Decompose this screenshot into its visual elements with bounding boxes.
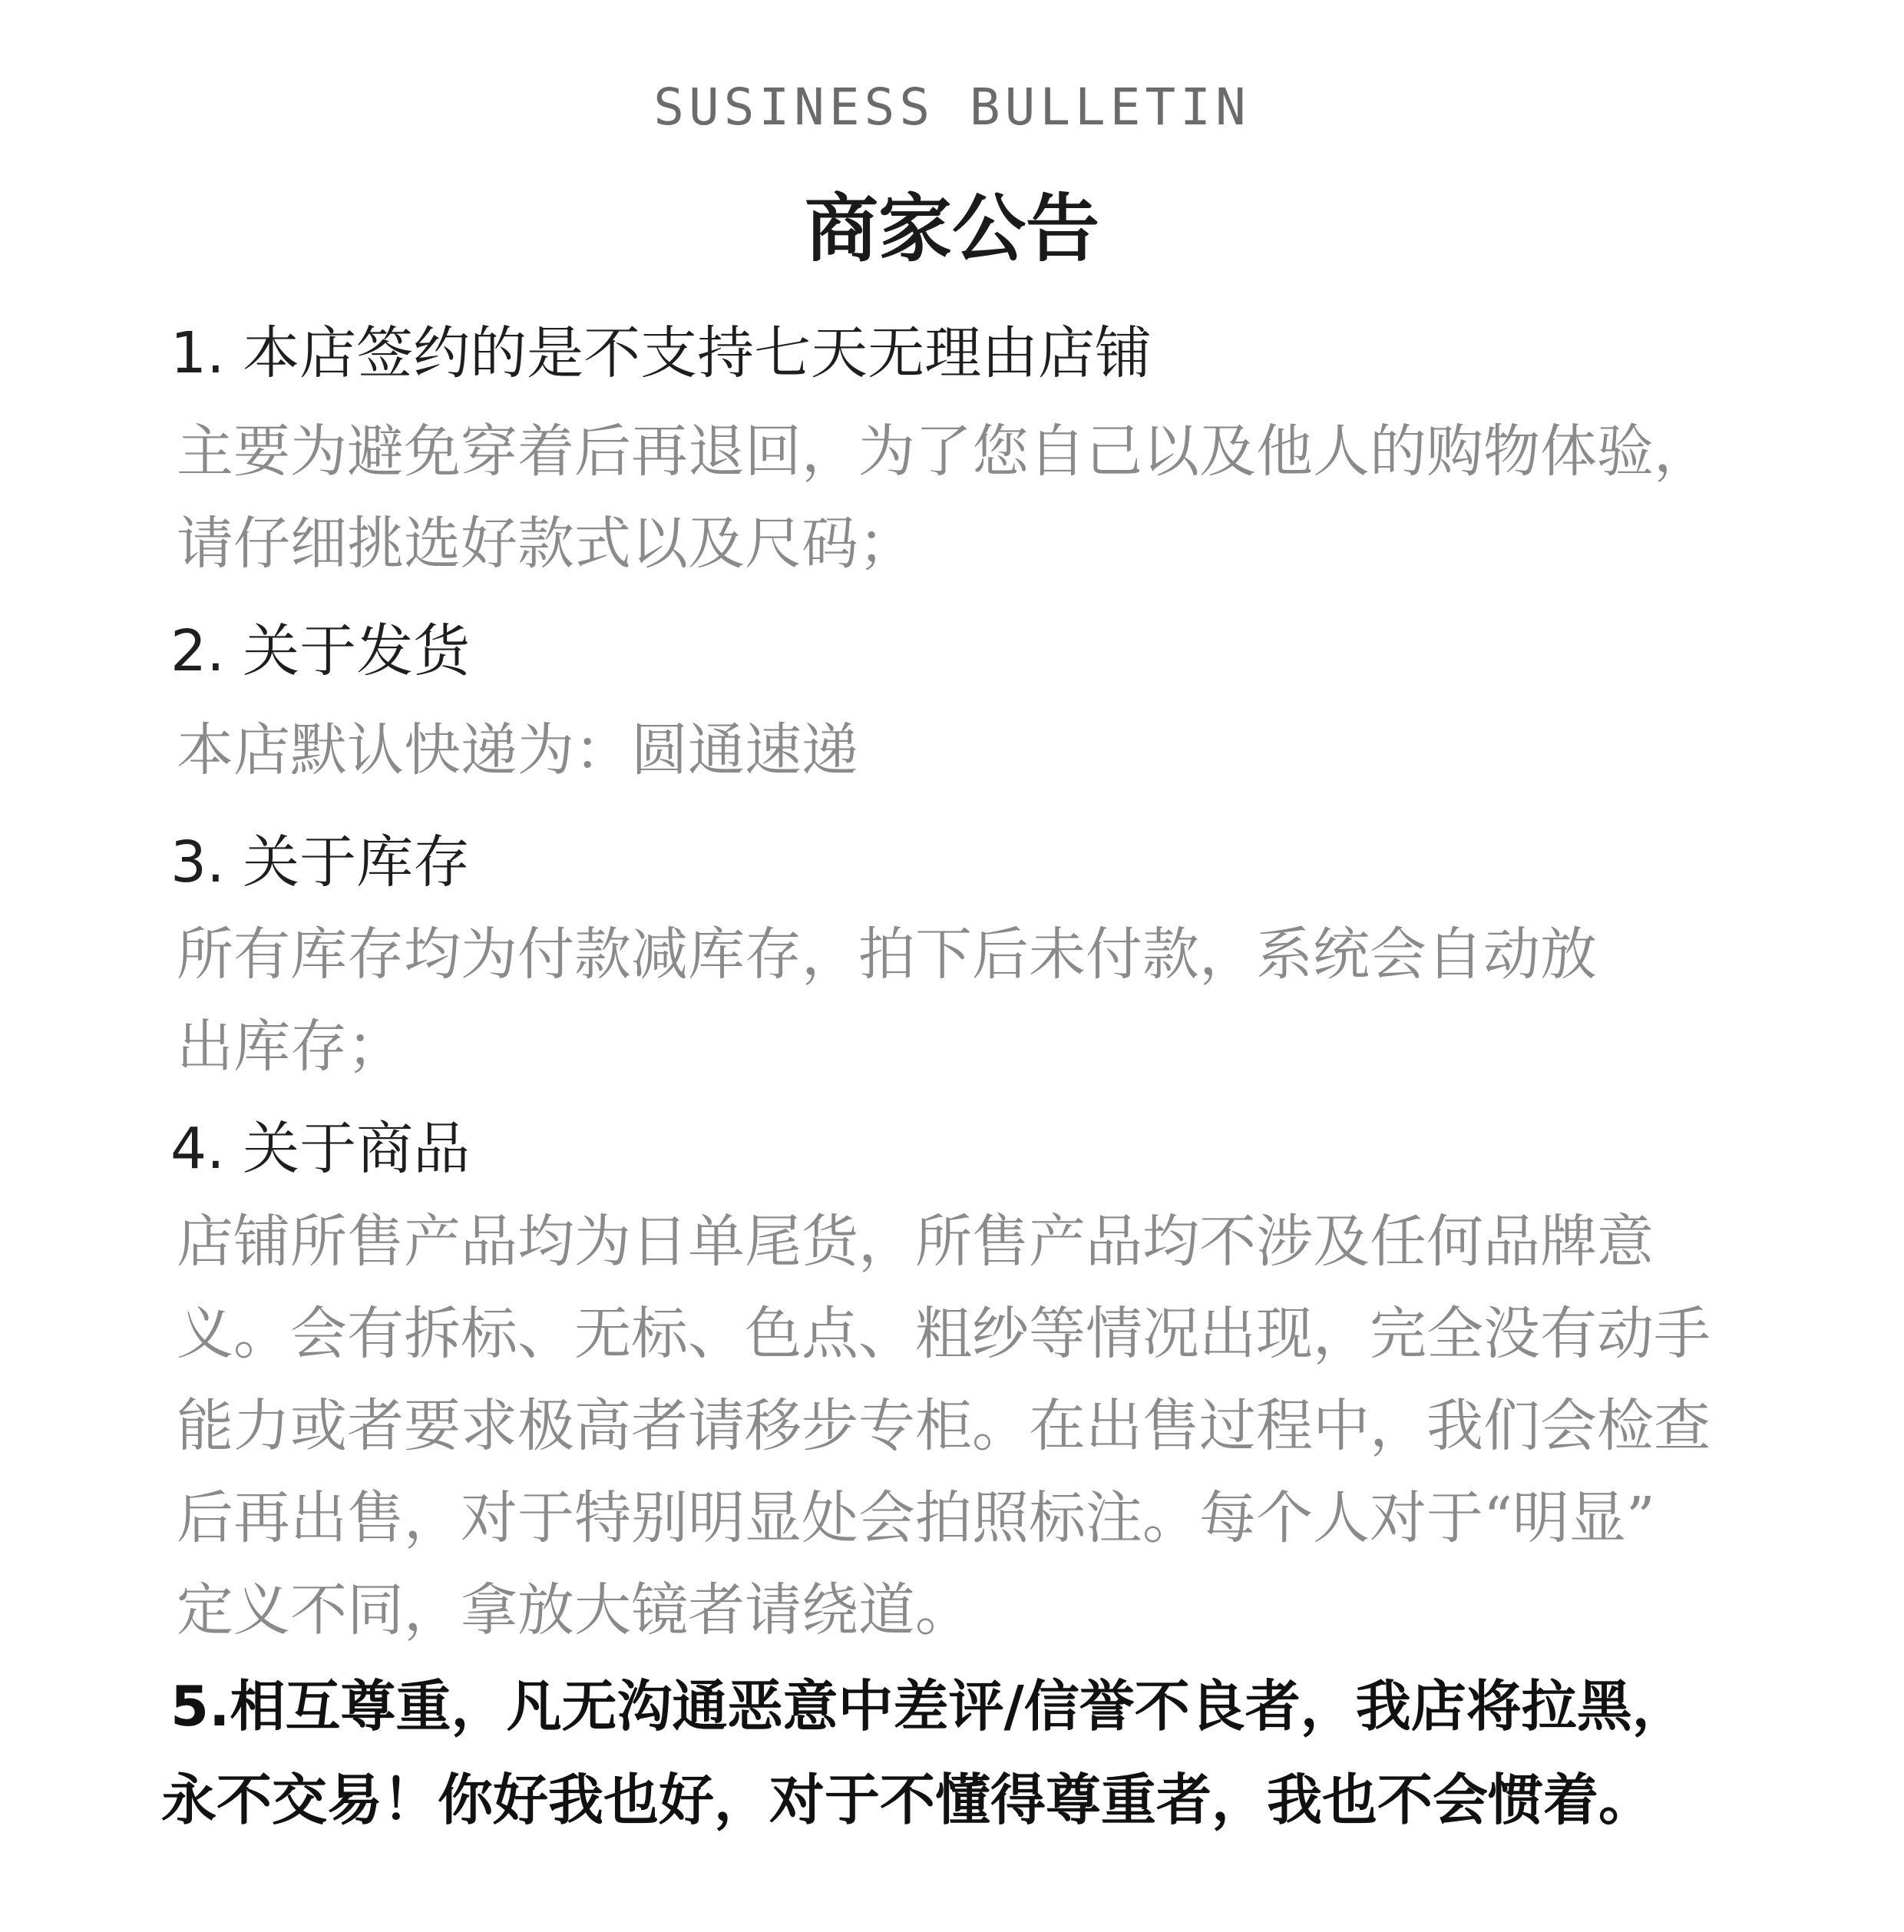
section-4-line-2: 义。会有拆标、无标、色点、粗纱等情况出现，完全没有动手 <box>177 1301 1711 1367</box>
section-4-heading: 4. 关于商品 <box>170 1116 471 1182</box>
section-4-line-1: 店铺所售产品均为日单尾货，所售产品均不涉及任何品牌意 <box>177 1209 1654 1275</box>
section-3-heading: 3. 关于库存 <box>170 829 471 895</box>
section-1-heading: 1. 本店签约的是不支持七天无理由店铺 <box>170 320 1152 386</box>
section-1-line-1: 主要为避免穿着后再退回，为了您自己以及他人的购物体验， <box>177 418 1711 485</box>
section-1-line-2: 请仔细挑选好款式以及尺码； <box>177 511 915 577</box>
closing-line-1: 5.相互尊重，凡无沟通恶意中差评/信誉不良者，我店将拉黑， <box>170 1674 1687 1738</box>
section-3-line-2: 出库存； <box>177 1014 404 1080</box>
section-4-line-3: 能力或者要求极高者请移步专柜。在出售过程中，我们会检查 <box>177 1393 1711 1459</box>
section-4-line-4: 后再出售，对于特别明显处会拍照标注。每个人对于“明显” <box>177 1485 1655 1551</box>
english-title: SUSINESS BULLETIN <box>653 78 1251 137</box>
section-3-line-1: 所有库存均为付款减库存，拍下后未付款，系统会自动放 <box>177 921 1597 988</box>
closing-line-2: 永不交易！你好我也好，对于不懂得尊重者，我也不会惯着。 <box>161 1768 1654 1832</box>
section-2-heading: 2. 关于发货 <box>170 618 471 684</box>
section-4-line-5: 定义不同，拿放大镜者请绕道。 <box>177 1577 972 1643</box>
page-title: 商家公告 <box>805 186 1099 272</box>
section-2-line-1: 本店默认快递为：圆通速递 <box>177 717 858 783</box>
